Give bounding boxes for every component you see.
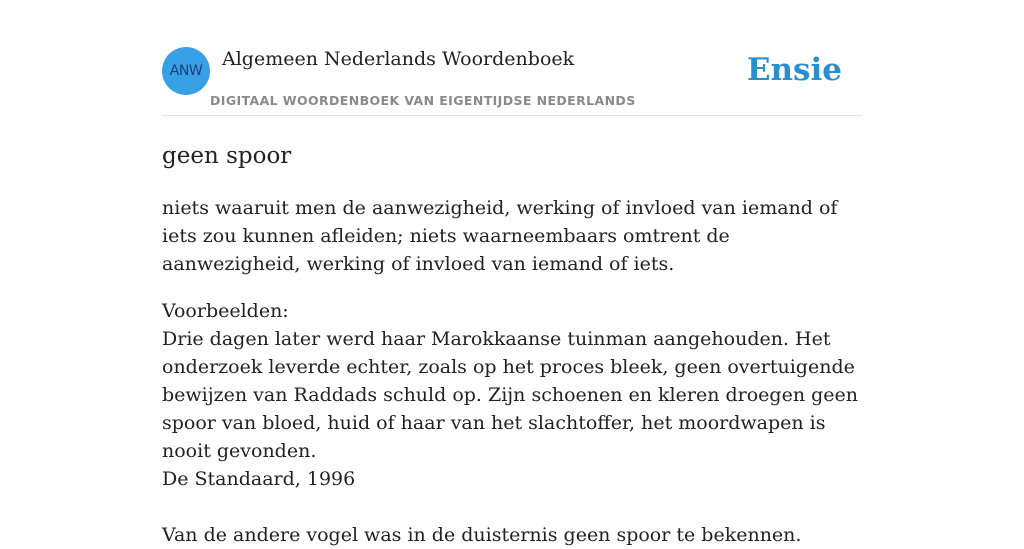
site-subtitle: DIGITAAL WOORDENBOEK VAN EIGENTIJDSE NEDERLANDS <box>210 93 636 108</box>
site-title[interactable]: Algemeen Nederlands Woordenboek <box>222 48 575 70</box>
page <box>162 0 862 549</box>
example-text: Drie dagen later werd haar Marokkaanse tuinman aangehouden. Het onderzoek leverde echter, zoals op het proces bleek, geen overtuigende bewijzen van Raddads schuld op. Zijn schoenen en kleren droegen geen spoor van bloed, huid of haar van het slachtoffer, het moordwapen is nooit gevonden. <box>162 328 858 462</box>
site-header <box>162 47 862 116</box>
entry-definition: niets waaruit men de aanwezigheid, werking of invloed van iemand of iets zou kunnen afleiden; niets waarneembaars omtrent de aanwezigheid, werking of invloed van iemand of iets. <box>162 197 838 275</box>
example-spacer <box>162 493 862 521</box>
example-source: De Standaard, 1996 <box>162 468 356 490</box>
example-text: Van de andere vogel was in de duisternis geen spoor te bekennen. <box>162 524 802 546</box>
anw-logo[interactable]: ANW <box>162 47 210 95</box>
examples-label: Voorbeelden: <box>162 300 289 322</box>
examples-section <box>162 297 862 549</box>
ensie-logo-link[interactable]: Ensie <box>746 52 842 88</box>
entry-title: geen spoor <box>162 143 292 169</box>
